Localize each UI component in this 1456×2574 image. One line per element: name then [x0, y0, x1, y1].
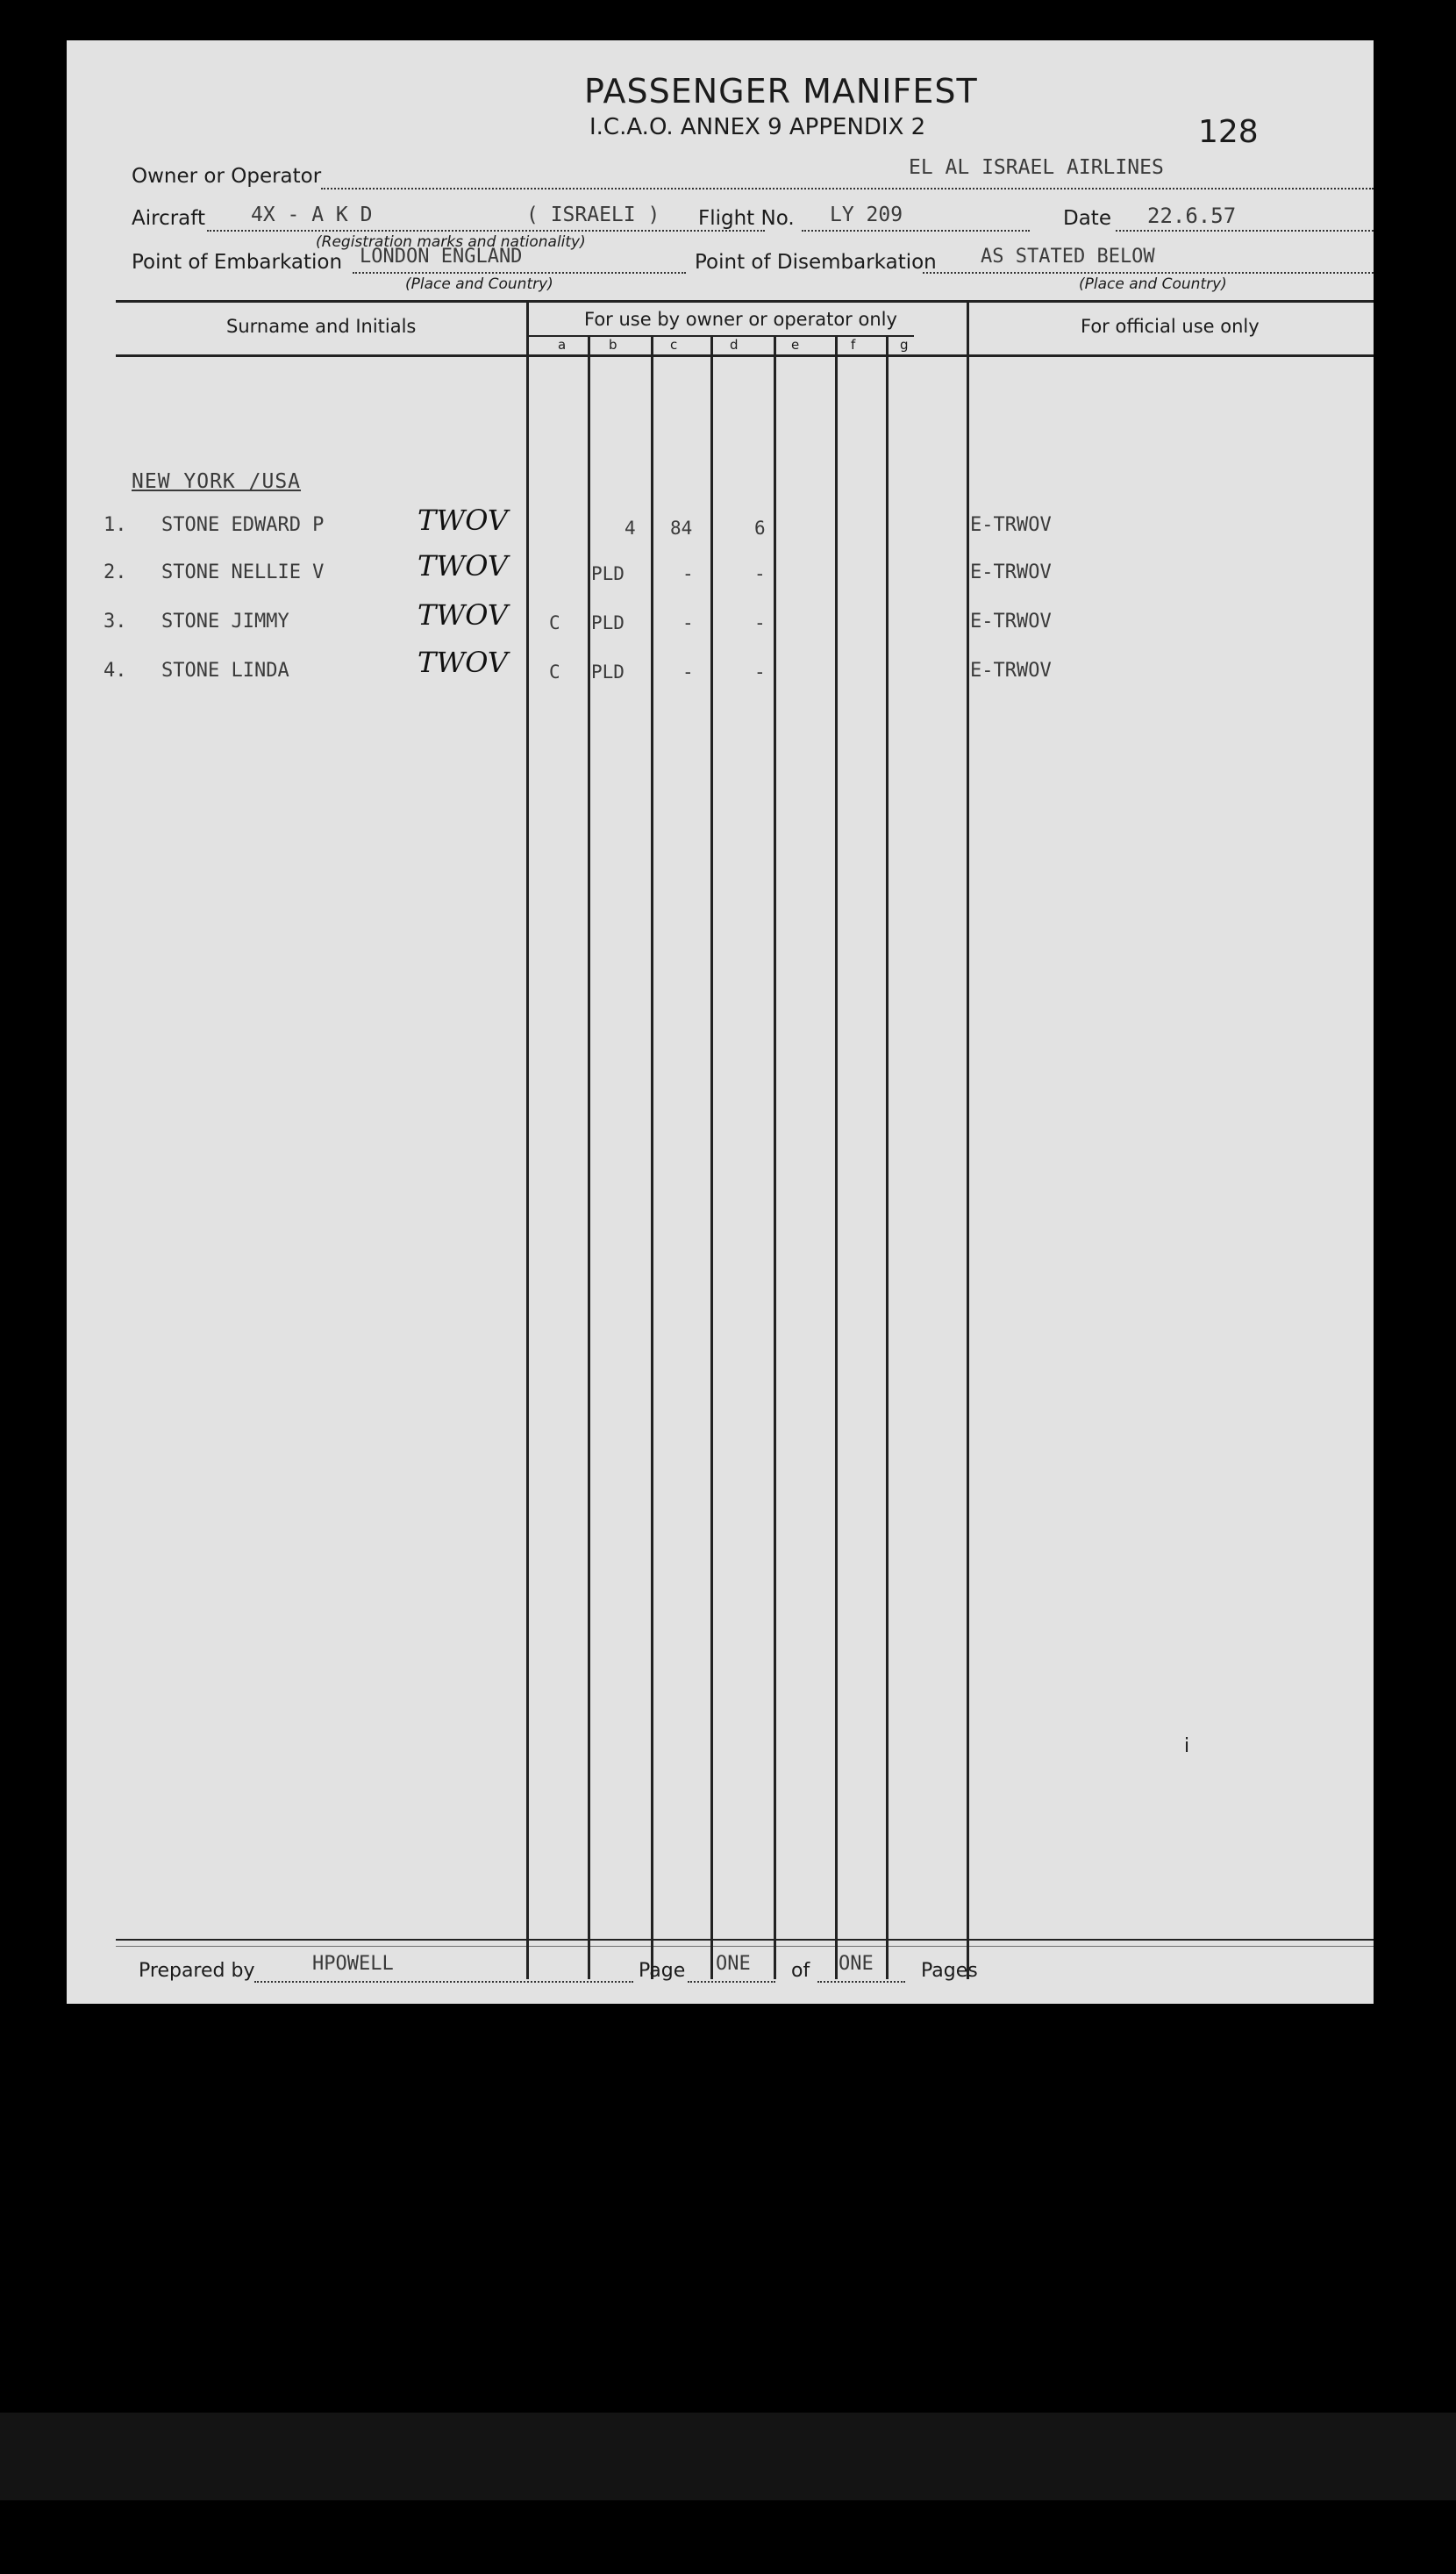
embarkation-label: Point of Embarkation	[132, 251, 343, 274]
disembarkation-value: AS STATED BELOW	[981, 246, 1155, 268]
passenger-name: STONE JIMMY	[161, 611, 289, 633]
prepared-value: HPOWELL	[312, 1953, 394, 1975]
cell-b: PLD	[591, 661, 625, 683]
flight-label: Flight No.	[698, 207, 795, 230]
page-number: 128	[1198, 114, 1259, 150]
scanner-strip	[0, 2413, 1456, 2500]
document-subtitle: I.C.A.O. ANNEX 9 APPENDIX 2	[589, 114, 926, 140]
subcol-g: g	[900, 337, 909, 353]
of-value: ONE	[839, 1953, 874, 1975]
cell-d: -	[754, 661, 766, 683]
of-dotted-line	[817, 1981, 905, 1983]
cell-c: 84	[670, 518, 693, 539]
nationality-value: ( ISRAELI )	[526, 204, 660, 226]
handwritten-status: TWOV	[418, 549, 509, 583]
subcol-f: f	[851, 337, 856, 353]
footer-top-rule-2	[116, 1946, 1374, 1947]
cell-d: 6	[754, 518, 766, 539]
cell-b: PLD	[591, 612, 625, 633]
col-rule-4	[710, 337, 713, 1979]
col-rule-5	[774, 337, 776, 1979]
subcol-a: a	[558, 337, 567, 353]
disembarkation-label: Point of Disembarkation	[695, 251, 937, 274]
official-stamp: E-TRWOV	[970, 611, 1052, 633]
cell-d: -	[754, 612, 766, 633]
stray-mark: i	[1184, 1735, 1190, 1757]
official-stamp: E-TRWOV	[970, 514, 1052, 536]
owner-label: Owner or Operator	[132, 165, 322, 188]
handwritten-status: TWOV	[418, 598, 509, 632]
embarkation-dotted-line	[353, 272, 686, 274]
cell-c: -	[682, 612, 694, 633]
row-number: 3.	[103, 611, 127, 633]
cell-b: PLD	[591, 563, 625, 584]
embarkation-value: LONDON ENGLAND	[360, 246, 523, 268]
group-label: NEW YORK /USA	[132, 470, 302, 493]
flight-value: LY 209	[830, 204, 903, 226]
col-official-header: For official use only	[1081, 316, 1260, 337]
owner-dotted-line	[321, 188, 1374, 189]
cell-d: -	[754, 563, 766, 584]
subcol-e: e	[791, 337, 800, 353]
row-number: 2.	[103, 561, 127, 583]
footer-top-rule	[116, 1939, 1374, 1941]
prepared-label: Prepared by	[139, 1960, 255, 1982]
page-label: Page	[639, 1960, 686, 1982]
col-rule-3	[651, 337, 653, 1979]
manifest-sheet	[67, 40, 1374, 2004]
operator-subheader-rule	[526, 335, 914, 337]
page-dotted-line	[688, 1981, 775, 1983]
row-number: 4.	[103, 660, 127, 682]
embarkation-note: (Place and Country)	[405, 275, 553, 293]
registration-note: (Registration marks and nationality)	[316, 233, 586, 251]
of-label: of	[791, 1960, 810, 1982]
aircraft-dotted-line	[207, 230, 765, 232]
col-rule-6	[835, 337, 838, 1979]
subcol-b: b	[609, 337, 617, 353]
row-number: 1.	[103, 514, 127, 536]
col-rule-2	[588, 337, 590, 1979]
col-rule-7	[886, 337, 889, 1979]
passenger-name: STONE LINDA	[161, 660, 289, 682]
passenger-name: STONE EDWARD P	[161, 514, 325, 536]
col-rule-8	[967, 302, 969, 1979]
official-stamp: E-TRWOV	[970, 660, 1052, 682]
handwritten-status: TWOV	[418, 504, 509, 537]
document-title: PASSENGER MANIFEST	[584, 72, 978, 111]
aircraft-value: 4X - A K D	[251, 204, 373, 226]
prepared-dotted-line	[254, 1981, 633, 1983]
subcol-c: c	[670, 337, 678, 353]
col-operator-header: For use by owner or operator only	[584, 309, 897, 330]
passenger-name: STONE NELLIE V	[161, 561, 325, 583]
cell-b: 4	[625, 518, 636, 539]
date-label: Date	[1063, 207, 1111, 230]
disembarkation-dotted-line	[923, 272, 1374, 274]
page-value: ONE	[716, 1953, 751, 1975]
official-stamp: E-TRWOV	[970, 561, 1052, 583]
header-bottom-rule	[116, 354, 1374, 357]
subcol-d: d	[730, 337, 739, 353]
date-dotted-line	[1116, 230, 1374, 232]
cell-a: C	[549, 661, 560, 683]
disembarkation-note: (Place and Country)	[1079, 275, 1227, 293]
date-value: 22.6.57	[1147, 204, 1237, 228]
flight-dotted-line	[802, 230, 1030, 232]
table-top-rule	[116, 300, 1374, 303]
col-rule-1	[526, 302, 529, 1979]
cell-c: -	[682, 661, 694, 683]
cell-c: -	[682, 563, 694, 584]
handwritten-status: TWOV	[418, 646, 509, 679]
col-surname-header: Surname and Initials	[226, 316, 417, 337]
cell-a: C	[549, 612, 560, 633]
pages-label: Pages	[921, 1960, 978, 1982]
aircraft-label: Aircraft	[132, 207, 205, 230]
owner-value: EL AL ISRAEL AIRLINES	[909, 156, 1164, 179]
